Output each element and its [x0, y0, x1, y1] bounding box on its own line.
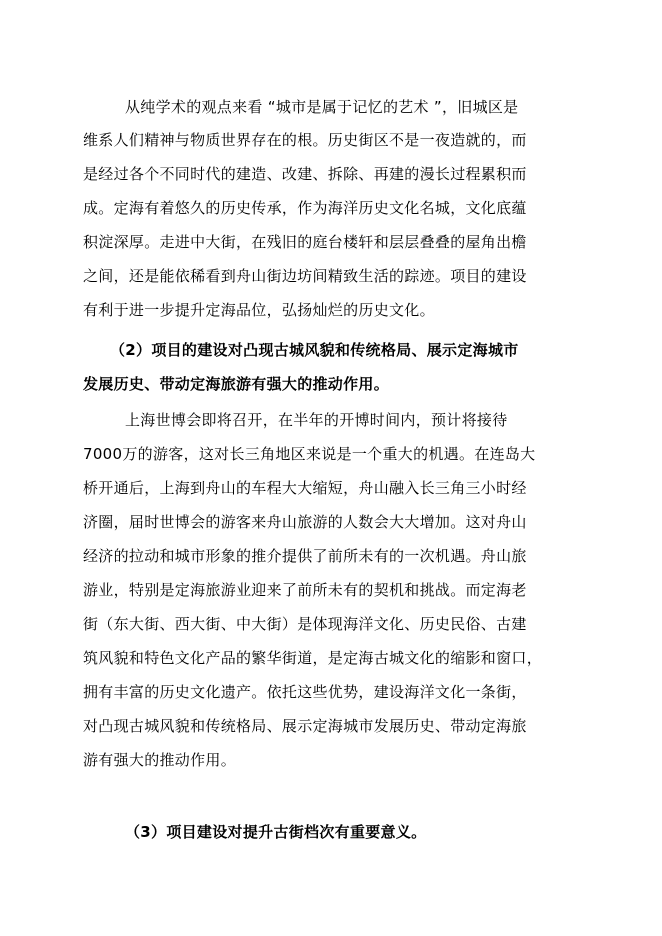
paragraph-line: 济圈，届时世博会的游客来舟山旅游的人数会大大增加。这对舟山	[83, 513, 527, 531]
paragraph-line: 积淀深厚。走进中大街，在残旧的庭台楼轩和层层叠叠的屋角出檐	[83, 233, 527, 251]
paragraph-line: 上海世博会即将召开，在半年的开博时间内，预计将接待	[125, 411, 508, 429]
paragraph-line: 拥有丰富的历史文化遗产。依托这些优势，建设海洋文化一条街，	[83, 683, 527, 701]
paragraph-line: 之间，还是能依稀看到舟山街边坊间精致生活的踪迹。项目的建设	[83, 267, 527, 285]
section-heading-line: （2）项目的建设对凸现古城风貌和传统格局、展示定海城市	[110, 341, 519, 359]
paragraph-line: 游业，特别是定海旅游业迎来了前所未有的契机和挑战。而定海老	[83, 581, 527, 599]
paragraph-line: 游有强大的推动作用。	[83, 751, 237, 769]
paragraph-line: 街（东大街、西大街、中大街）是体现海洋文化、历史民俗、古建	[83, 615, 527, 633]
paragraph-line: 经济的拉动和城市形象的推介提供了前所未有的一次机遇。舟山旅	[83, 547, 527, 565]
section-heading-line: （3）项目建设对提升古街档次有重要意义。	[125, 823, 427, 841]
paragraph-line: 筑风貌和特色文化产品的繁华街道，是定海古城文化的缩影和窗口，	[83, 649, 543, 667]
paragraph-line: 是经过各个不同时代的建造、改建、拆除、再建的漫长过程累积而	[83, 165, 527, 183]
paragraph-line: 有利于进一步提升定海品位，弘扬灿烂的历史文化。	[83, 301, 435, 319]
paragraph-line: 成。定海有着悠久的历史传承，作为海洋历史文化名城，文化底蕴	[83, 199, 527, 217]
section-heading-line: 发展历史、带动定海旅游有强大的推动作用。	[83, 375, 390, 393]
paragraph-line: 维系人们精神与物质世界存在的根。历史街区不是一夜造就的，而	[83, 131, 527, 149]
paragraph-line: 从纯学术的观点来看 “城市是属于记忆的艺术 ”，旧城区是	[125, 98, 519, 116]
paragraph-line: 7000万的游客，这对长三角地区来说是一个重大的机遇。在连岛大	[83, 445, 536, 463]
paragraph-line: 桥开通后，上海到舟山的车程大大缩短，舟山融入长三角三小时经	[83, 479, 527, 497]
paragraph-line: 对凸现古城风貌和传统格局、展示定海城市发展历史、带动定海旅	[83, 717, 527, 735]
